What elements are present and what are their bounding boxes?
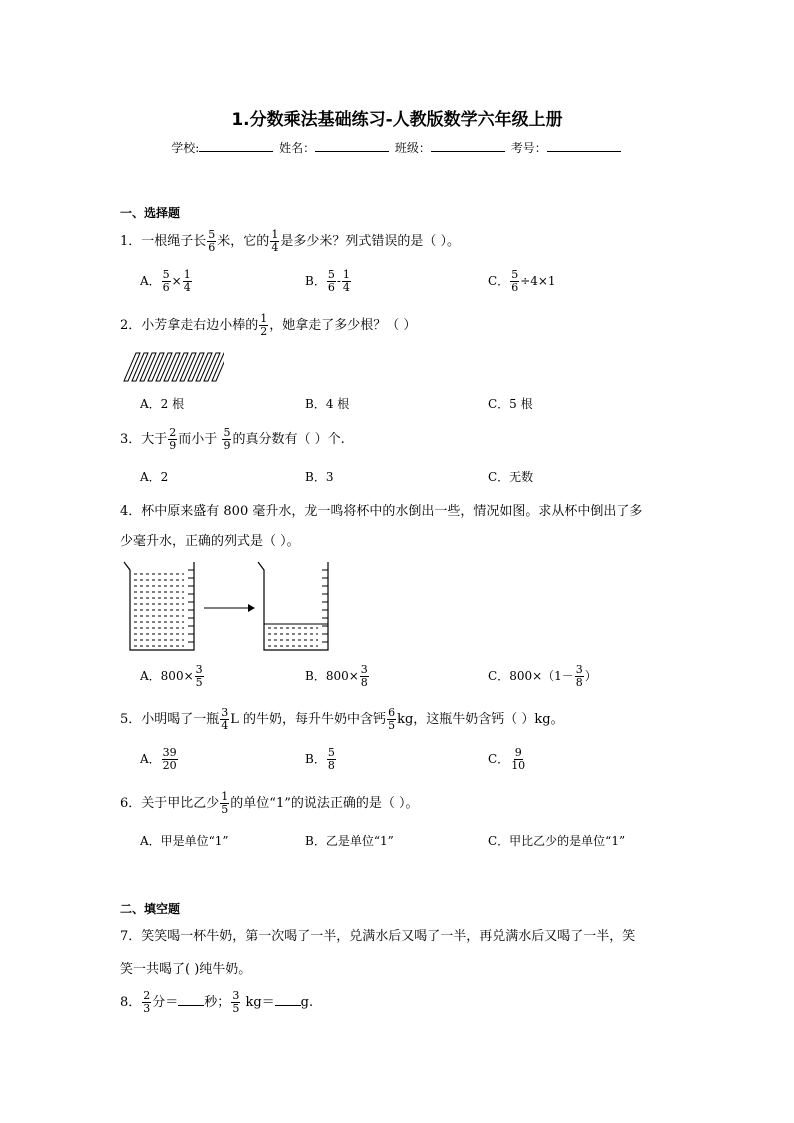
poured-cup — [258, 562, 328, 650]
option-a[interactable] — [140, 664, 205, 689]
fraction — [142, 990, 151, 1015]
option-c[interactable]: C．无数 — [488, 470, 534, 484]
section-choice-title: 一、选择题 — [120, 206, 181, 220]
option-a[interactable] — [140, 747, 179, 772]
question-number: 5． — [120, 712, 142, 727]
numerator: 3 — [575, 663, 583, 676]
name-blank[interactable] — [315, 139, 389, 152]
denominator: 8 — [575, 676, 583, 689]
fraction — [207, 229, 216, 254]
numerator: 5 — [327, 746, 335, 759]
question-text: ，她拿走了多少根？（ ） — [269, 318, 417, 333]
number-blank[interactable] — [547, 139, 621, 152]
denominator: 5 — [195, 676, 203, 689]
numerator: 39 — [162, 746, 177, 759]
fraction — [195, 664, 204, 689]
question-text: 的单位“1”的说法正确的是（ ）。 — [230, 796, 419, 811]
option-b[interactable]: B．4 根 — [305, 397, 350, 411]
question-text: kg，这瓶牛奶含钙（ ）kg。 — [397, 712, 564, 727]
class-label: 班级： — [394, 141, 431, 155]
option-label: B． — [305, 274, 326, 288]
denominator: 4 — [221, 719, 229, 732]
numerator: 1 — [342, 268, 350, 281]
school-label: 学校: — [171, 141, 200, 155]
question-text: 米，它的 — [217, 234, 270, 249]
question-text: 是多少米？列式错误的是（ ）。 — [280, 234, 460, 249]
denominator: 9 — [223, 439, 231, 452]
option-c[interactable] — [488, 747, 527, 772]
question-7-line-2: 笑一共喝了( )纯牛奶。 — [120, 962, 252, 977]
fraction — [327, 269, 336, 294]
fraction — [222, 427, 231, 452]
question-text: L 的牛奶，每升牛奶中含钙 — [230, 712, 387, 727]
fraction — [387, 707, 396, 732]
numerator: 2 — [169, 426, 177, 439]
denominator: 2 — [260, 325, 268, 338]
denominator: 9 — [169, 439, 177, 452]
denominator: 6 — [511, 281, 519, 294]
question-number: 8． — [120, 995, 142, 1010]
fraction — [510, 747, 526, 772]
question-number: 6． — [120, 796, 142, 811]
full-cup — [124, 562, 194, 650]
denominator: 10 — [511, 759, 526, 772]
option-a[interactable]: A．2 — [140, 470, 169, 484]
operator: × — [171, 274, 182, 288]
school-blank[interactable] — [199, 139, 273, 152]
option-text: 800× — [325, 669, 359, 683]
question-6 — [120, 791, 419, 816]
denominator: 6 — [327, 281, 335, 294]
question-text: 的真分数有（ ）个. — [232, 432, 345, 447]
arrow — [204, 604, 255, 612]
option-b[interactable]: B．3 — [305, 470, 334, 484]
fraction — [270, 229, 279, 254]
denominator: 4 — [271, 241, 279, 254]
numerator: 5 — [327, 268, 335, 281]
question-text: 关于甲比乙少 — [141, 796, 220, 811]
option-a[interactable]: A．甲是单位“1” — [140, 834, 229, 848]
denominator: 4 — [342, 281, 350, 294]
numerator: 1 — [260, 312, 268, 325]
option-text: 800× — [160, 669, 194, 683]
question-5 — [120, 707, 564, 732]
question-number: 4． — [120, 504, 142, 519]
student-info-line — [0, 139, 794, 156]
numerator: 5 — [223, 426, 231, 439]
fraction — [360, 664, 369, 689]
option-c[interactable]: C．甲比乙少的是单位“1” — [488, 834, 626, 848]
numerator: 3 — [232, 989, 240, 1002]
question-1 — [120, 229, 460, 254]
fraction — [220, 791, 229, 816]
option-b[interactable] — [305, 269, 352, 294]
question-text: 秒； — [204, 995, 231, 1010]
operator: - — [336, 274, 341, 288]
question-number: 1． — [120, 234, 142, 249]
question-text: 杯中原来盛有 800 毫升水，龙一鸣将杯中的水倒出一些，情况如图。求从杯中倒出了多 — [141, 504, 643, 519]
question-text: 大于 — [141, 432, 168, 447]
question-4-line-1 — [120, 500, 642, 519]
option-text: ） — [584, 669, 597, 683]
fraction — [220, 707, 229, 732]
fraction — [510, 269, 519, 294]
sticks-figure — [120, 350, 224, 384]
question-text: 分＝ — [152, 995, 179, 1010]
denominator: 5 — [232, 1002, 240, 1015]
class-blank[interactable] — [431, 139, 505, 152]
section-fill-title: 二、填空题 — [120, 902, 181, 916]
fraction — [183, 269, 192, 294]
number-label: 考号： — [510, 141, 547, 155]
question-number: 7． — [120, 929, 142, 944]
denominator: 5 — [388, 719, 396, 732]
fraction — [162, 269, 171, 294]
numerator: 5 — [208, 228, 216, 241]
option-label: A． — [140, 752, 161, 766]
option-a[interactable] — [140, 269, 193, 294]
option-c[interactable] — [488, 269, 556, 294]
fraction — [327, 747, 336, 772]
option-label: C． — [488, 274, 510, 288]
denominator: 3 — [143, 1002, 151, 1015]
question-7-line-1 — [120, 925, 635, 944]
numerator: 1 — [221, 790, 229, 803]
name-label: 姓名： — [279, 141, 316, 155]
numerator: 2 — [143, 989, 151, 1002]
fraction — [231, 990, 240, 1015]
question-4-line-2: 少毫升水，正确的列式是（ ）。 — [120, 534, 300, 549]
question-text: kg＝ — [241, 995, 275, 1010]
option-b[interactable] — [305, 664, 370, 689]
fraction — [259, 313, 268, 338]
numerator: 1 — [183, 268, 191, 281]
question-text: 笑笑喝一杯牛奶，第一次喝了一半，兑满水后又喝了一半，再兑满水后又喝了一半，笑 — [141, 929, 636, 944]
numerator: 9 — [514, 746, 522, 759]
option-label: C． — [488, 752, 510, 766]
question-text: g. — [300, 995, 314, 1010]
numerator: 5 — [511, 268, 519, 281]
fraction — [162, 747, 178, 772]
option-c[interactable]: C．5 根 — [488, 397, 533, 411]
numerator: 6 — [388, 706, 396, 719]
option-label: B． — [305, 669, 326, 683]
option-c[interactable] — [488, 664, 597, 689]
option-text: 800×（1－ — [509, 669, 574, 683]
page-title: 1.分数乘法基础练习-人教版数学六年级上册 — [231, 110, 563, 130]
question-8 — [120, 990, 313, 1015]
question-2 — [120, 313, 416, 338]
option-text: ÷4×1 — [520, 274, 556, 288]
denominator: 4 — [183, 281, 191, 294]
question-3 — [120, 427, 345, 452]
numerator: 5 — [162, 268, 170, 281]
option-b[interactable] — [305, 747, 337, 772]
option-label: A． — [140, 669, 161, 683]
cups-figure — [118, 558, 338, 658]
fraction — [575, 664, 584, 689]
denominator: 6 — [208, 241, 216, 254]
question-text: 一根绳子长 — [141, 234, 207, 249]
denominator: 8 — [360, 676, 368, 689]
option-a[interactable]: A．2 根 — [140, 397, 185, 411]
question-text: 小芳拿走右边小棒的 — [141, 318, 259, 333]
denominator: 20 — [162, 759, 177, 772]
denominator: 8 — [327, 759, 335, 772]
answer-blank[interactable] — [275, 993, 301, 1006]
fraction — [168, 427, 177, 452]
question-text: 小明喝了一瓶 — [141, 712, 220, 727]
option-b[interactable]: B．乙是单位“1” — [305, 834, 394, 848]
question-text: 而小于 — [178, 432, 222, 447]
numerator: 3 — [360, 663, 368, 676]
option-label: B． — [305, 752, 326, 766]
fraction — [342, 269, 351, 294]
denominator: 5 — [221, 803, 229, 816]
question-number: 3． — [120, 432, 142, 447]
numerator: 3 — [195, 663, 203, 676]
answer-blank[interactable] — [178, 993, 204, 1006]
numerator: 3 — [221, 706, 229, 719]
numerator: 1 — [271, 228, 279, 241]
question-number: 2． — [120, 318, 142, 333]
option-label: A． — [140, 274, 161, 288]
option-label: C． — [488, 669, 510, 683]
denominator: 6 — [162, 281, 170, 294]
